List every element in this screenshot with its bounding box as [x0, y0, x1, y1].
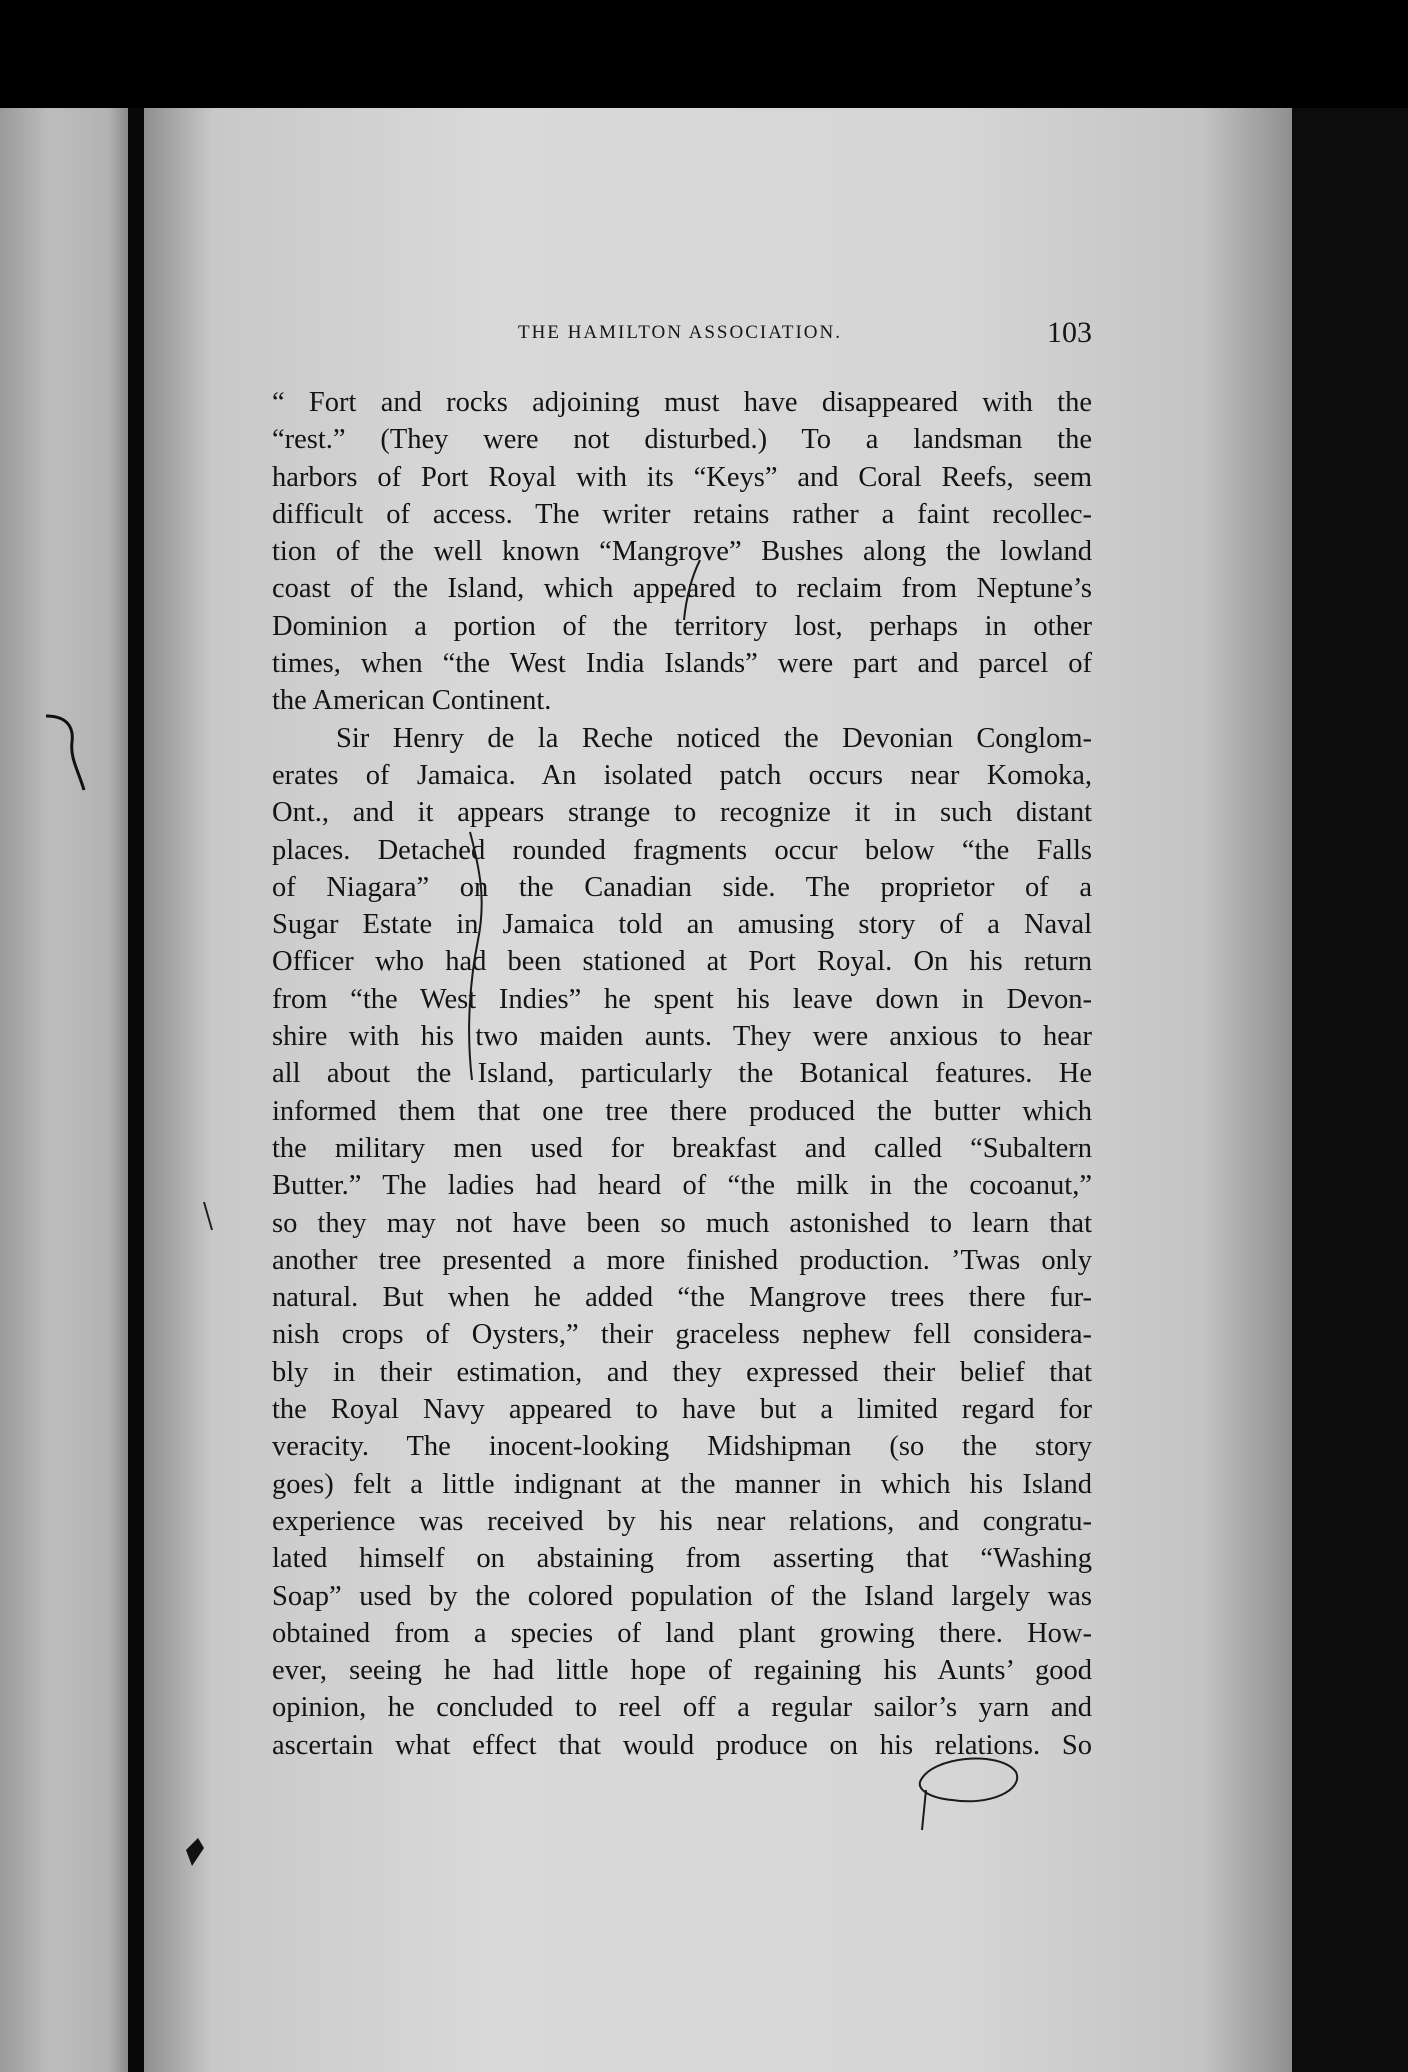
text-line: informed them that one tree there produced the butter which: [272, 1095, 1092, 1127]
text-line: Officer who had been stationed at Port Royal. On his return: [272, 946, 1092, 978]
text-line: experience was received by his near relations, and congratu-: [272, 1505, 1092, 1537]
text-line: lated himself on abstaining from asserting that “Washing: [272, 1543, 1092, 1575]
text-line: of Niagara” on the Canadian side. The proprietor of a: [272, 871, 1092, 903]
text-line: Sugar Estate in Jamaica told an amusing story of a Naval: [272, 909, 1092, 941]
text-line: ever, seeing he had little hope of regaining his Aunts’ good: [272, 1655, 1092, 1687]
text-line: natural. But when he added “the Mangrove trees there fur-: [272, 1282, 1092, 1314]
book-gutter: [128, 108, 144, 2072]
text-line: Dominion a portion of the territory lost, perhaps in other: [272, 610, 1092, 642]
page-number: 103: [1047, 316, 1092, 349]
text-line: so they may not have been so much astonished to learn that: [272, 1207, 1092, 1239]
text-line: goes) felt a little indignant at the manner in which his Island: [272, 1468, 1092, 1500]
text-line: Butter.” The ladies had heard of “the milk in the cocoanut,”: [272, 1170, 1092, 1202]
text-line: nish crops of Oysters,” their graceless nephew fell considera-: [272, 1319, 1092, 1351]
previous-page-edge: [0, 108, 128, 2072]
text-line: coast of the Island, which appeared to reclaim from Neptune’s: [272, 573, 1092, 605]
text-line: obtained from a species of land plant growing there. How-: [272, 1617, 1092, 1649]
text-line: times, when “the West India Islands” were part and parcel of: [272, 648, 1092, 680]
text-line: the American Continent.: [272, 685, 552, 717]
scan-right-border: [1292, 108, 1408, 2072]
text-line: Soap” used by the colored population of the Island largely was: [272, 1580, 1092, 1612]
text-line: Ont., and it appears strange to recognize it in such distant: [272, 797, 1092, 829]
text-line: from “the West Indies” he spent his leave down in Devon-: [272, 983, 1092, 1015]
text-line: tion of the well known “Mangrove” Bushes along the lowland: [272, 536, 1092, 568]
text-line: erates of Jamaica. An isolated patch occurs near Komoka,: [272, 759, 1092, 791]
text-line: all about the Island, particularly the Botanical features. He: [272, 1058, 1092, 1090]
text-line: difficult of access. The writer retains rather a faint recollec-: [272, 498, 1092, 530]
text-line: opinion, he concluded to reel off a regular sailor’s yarn and: [272, 1692, 1092, 1724]
running-head: THE HAMILTON ASSOCIATION.: [518, 322, 842, 343]
text-line: “rest.” (They were not disturbed.) To a landsman the: [272, 424, 1092, 456]
text-line: shire with his two maiden aunts. They were anxious to hear: [272, 1021, 1092, 1053]
scan-top-border: [0, 0, 1408, 108]
text-line: places. Detached rounded fragments occur below “the Falls: [272, 834, 1092, 866]
text-line: another tree presented a more finished production. ’Twas only: [272, 1244, 1092, 1276]
text-line: Sir Henry de la Reche noticed the Devonian Conglom-: [336, 722, 1092, 754]
text-line: bly in their estimation, and they expressed their belief that: [272, 1356, 1092, 1388]
body-text: [272, 384, 1092, 1764]
text-line: “ Fort and rocks adjoining must have disappeared with the: [272, 387, 1092, 418]
text-line: the military men used for breakfast and called “Subaltern: [272, 1132, 1092, 1164]
text-line: harbors of Port Royal with its “Keys” and Coral Reefs, seem: [272, 461, 1092, 493]
text-line: veracity. The inocent-looking Midshipman (so the story: [272, 1431, 1092, 1463]
text-line: ascertain what effect that would produce on his relations. So: [272, 1729, 1092, 1761]
text-line: the Royal Navy appeared to have but a limited regard for: [272, 1394, 1092, 1426]
